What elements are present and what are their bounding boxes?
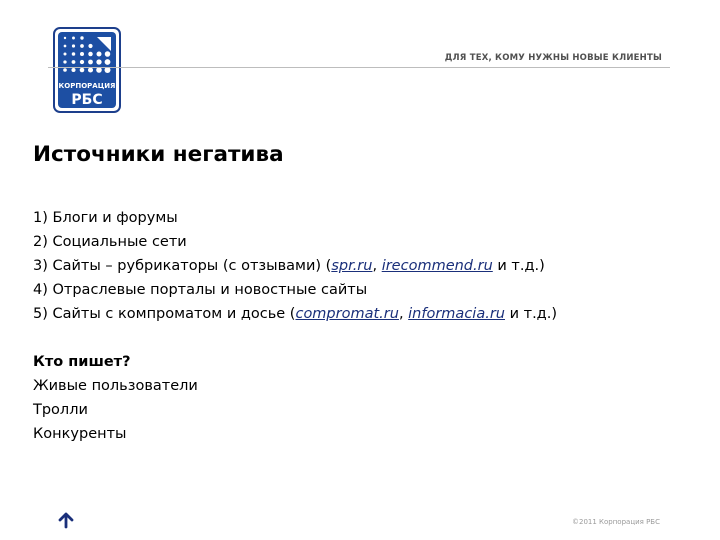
logo-dot — [63, 60, 66, 63]
who-item-1: Живые пользователи — [33, 378, 198, 394]
source-item-5-prefix: 5) Сайты с компроматом и досье ( — [33, 306, 296, 322]
logo-dot — [80, 36, 83, 39]
logo-text-main: РБС — [71, 92, 103, 108]
logo-dot — [72, 60, 76, 64]
source-item-3-prefix: 3) Сайты – рубрикаторы (с отзывами) ( — [33, 258, 332, 274]
logo-dot — [72, 52, 76, 56]
source-item-3-suffix: и т.д.) — [492, 258, 545, 274]
logo-dot — [64, 53, 67, 56]
logo-dot — [105, 59, 111, 65]
logo-dot — [63, 68, 67, 72]
page-title: Источники негатива — [33, 142, 284, 167]
copyright-text: ©2011 Корпорация РБС — [572, 518, 660, 526]
tagline: ДЛЯ ТЕХ, КОМУ НУЖНЫ НОВЫЕ КЛИЕНТЫ — [444, 53, 662, 63]
logo-dot — [80, 68, 85, 73]
logo-dot — [80, 52, 84, 56]
source-item-1: 1) Блоги и форумы — [33, 210, 178, 226]
company-logo — [53, 27, 121, 113]
link-spr[interactable]: spr.ru — [331, 258, 373, 274]
link-informacia[interactable]: informacia.ru — [408, 306, 505, 322]
logo-dot — [96, 59, 101, 64]
logo-dot — [80, 60, 84, 64]
logo-dot — [64, 45, 67, 48]
logo-dot — [80, 44, 84, 48]
logo-dot — [72, 37, 75, 40]
source-item-2: 2) Социальные сети — [33, 234, 187, 250]
source-item-5-suffix: и т.д.) — [504, 306, 557, 322]
logo-dot — [105, 51, 111, 57]
logo-dot — [72, 44, 75, 47]
logo-dot — [88, 44, 92, 48]
link-compromat[interactable]: compromat.ru — [295, 306, 399, 322]
link-irecommend[interactable]: irecommend.ru — [381, 258, 493, 274]
source-item-5-sep: , — [398, 306, 409, 322]
content-body — [33, 206, 557, 446]
logo-dot — [97, 52, 102, 57]
source-item-3-sep: , — [372, 258, 382, 274]
source-item-5 — [33, 302, 557, 326]
logo-dot — [71, 68, 75, 72]
who-item-3: Конкуренты — [33, 426, 127, 442]
source-item-4: 4) Отраслевые порталы и новостные сайты — [33, 282, 368, 298]
who-item-2: Тролли — [33, 402, 88, 418]
logo-dot — [64, 37, 66, 39]
logo-dot — [88, 52, 93, 57]
who-heading: Кто пишет? — [33, 354, 131, 370]
spacer — [33, 326, 557, 350]
source-item-3 — [33, 254, 557, 278]
arrow-up-icon[interactable] — [57, 511, 75, 529]
logo-dot — [96, 67, 102, 73]
logo-dot — [88, 67, 93, 72]
logo-text-top: КОРПОРАЦИЯ — [58, 82, 116, 90]
logo-dot — [88, 60, 93, 65]
header-divider — [48, 67, 670, 68]
